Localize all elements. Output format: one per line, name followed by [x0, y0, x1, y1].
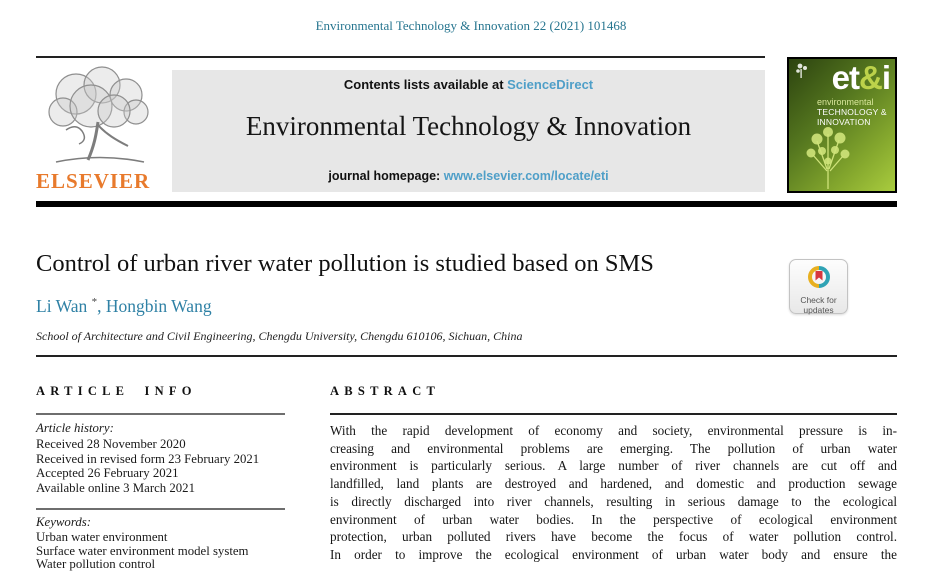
author-hongbin-wang: , Hongbin Wang — [97, 296, 212, 316]
keywords-rule — [36, 508, 285, 510]
abstract-text — [330, 422, 897, 564]
keywords-list — [36, 530, 316, 558]
contents-line — [172, 77, 765, 92]
homepage-prefix: journal homepage: — [328, 169, 444, 183]
abstract-line: protection, urban polluted rivers have become the focus of water pollution control. — [330, 529, 897, 545]
journal-banner — [172, 70, 765, 192]
abstract-line: environment is particularly serious. A large number of river channels are cut off and — [330, 458, 897, 474]
sciencedirect-link[interactable]: ScienceDirect — [507, 77, 594, 92]
keyword-item-clipped: Water pollution control — [36, 557, 156, 571]
abstract-line: With the rapid development of economy and society, environmental pressure is in- — [330, 423, 897, 438]
article-info-rule — [36, 413, 285, 415]
homepage-link[interactable]: www.elsevier.com/locate/eti — [443, 169, 609, 183]
keyword-item: Urban water environment — [36, 530, 168, 544]
article-history-list — [36, 437, 296, 495]
abstract-heading: ABSTRACT — [330, 384, 441, 398]
author-line — [36, 296, 212, 317]
crossmark-icon — [806, 277, 832, 294]
contents-prefix: Contents lists available at — [343, 77, 508, 92]
abstract-line: landfilled, land plants are destroyed and hardened, and domestic and production sewage — [330, 476, 897, 492]
journal-citation: Environmental Technology & Innovation 22 (2021) 101468 — [315, 18, 627, 33]
header-thick-divider — [36, 201, 897, 207]
header-top-divider — [36, 56, 765, 58]
journal-name: Environmental Technology & Innovation — [245, 111, 692, 141]
affiliation: School of Architecture and Civil Engineering, Chengdu University, Chengdu 610106, Sichuan, China — [36, 329, 523, 343]
elsevier-logo — [36, 62, 168, 194]
homepage-line — [172, 169, 765, 183]
section-divider — [36, 355, 897, 357]
article-info-heading: ARTICLE INFO — [36, 384, 197, 398]
history-item: Received 28 November 2020 — [36, 437, 186, 451]
cover-ampersand: & — [858, 59, 882, 96]
badge-label: Check for updates — [800, 295, 837, 315]
elsevier-wordmark: ELSEVIER — [36, 169, 151, 193]
abstract-line: creasing and environmental problems are emerging. The pollution of urban water — [330, 440, 897, 456]
history-item: Accepted 26 February 2021 — [36, 466, 179, 481]
journal-cover-thumbnail — [787, 57, 897, 193]
abstract-line: In order to improve the ecological environment of urban water body and ensure the — [330, 546, 897, 562]
article-history-label: Article history: — [36, 421, 114, 435]
cover-subtitle: environmental TECHNOLOGY & INNOVATION — [817, 97, 887, 127]
author-li-wan: Li Wan — [36, 296, 88, 316]
abstract-rule — [330, 413, 897, 415]
corresponding-author-mark: * — [91, 296, 98, 309]
cover-masthead: et&i — [831, 59, 890, 96]
history-item: Available online 3 March 2021 — [36, 480, 195, 495]
article-title: Control of urban river water pollution is studied based on SMS — [36, 250, 654, 277]
history-item: Received in revised form 23 February 2021 — [36, 451, 260, 466]
keyword-item: Surface water environment model system — [36, 544, 249, 559]
abstract-line: environment of urban water bodies. In the perspective of ecological environment — [330, 511, 897, 527]
check-for-updates-badge[interactable] — [789, 259, 848, 314]
abstract-line: is directly discharged into river channels, resulting in serious damage to the ecological — [330, 493, 897, 509]
keywords-label: Keywords: — [36, 515, 91, 529]
